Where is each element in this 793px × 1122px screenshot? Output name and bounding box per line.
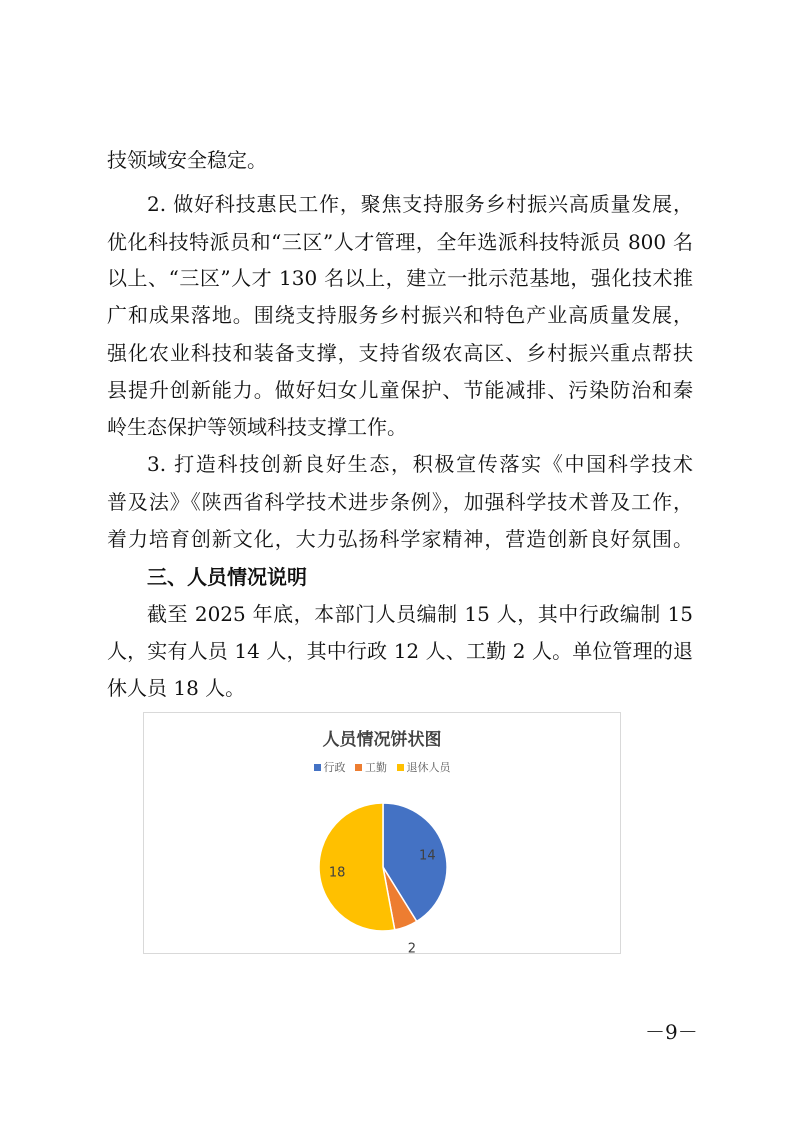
- page-number: －9－: [645, 1020, 698, 1044]
- paragraph-line: 2. 做好科技惠民工作，聚焦支持服务乡村振兴高质量发展，: [147, 192, 693, 216]
- paragraph-line: 以上、“三区”人才 130 名以上，建立一批示范基地，强化技术推: [107, 266, 693, 290]
- pie-svg: [144, 713, 620, 953]
- chart-title: 人员情况饼状图: [322, 730, 442, 750]
- pie-chart: [143, 712, 621, 954]
- legend-label-worker: 工勤: [365, 761, 387, 774]
- paragraph-line: 优化科技特派员和“三区”人才管理，全年选派科技特派员 800 名: [107, 230, 693, 254]
- paragraph-line: 3. 打造科技创新良好生态，积极宣传落实《中国科学技术: [147, 452, 693, 476]
- pie-label-admin: 14: [419, 848, 436, 864]
- legend-label-retired: 退休人员: [406, 761, 451, 774]
- legend-label-admin: 行政: [323, 761, 346, 774]
- paragraph-line: 强化农业科技和装备支撑，支持省级农高区、乡村振兴重点帮扶: [107, 341, 693, 365]
- section-heading: 三、人员情况说明: [147, 565, 307, 589]
- paragraph-line: 截至 2025 年底，本部门人员编制 15 人，其中行政编制 15: [147, 602, 693, 626]
- paragraph-line: 休人员 18 人。: [107, 676, 246, 700]
- paragraph-line: 广和成果落地。围绕支持服务乡村振兴和特色产业高质量发展，: [107, 303, 693, 327]
- pie-label-worker: 2: [407, 941, 417, 953]
- paragraph-line: 技领域安全稳定。: [107, 148, 267, 172]
- paragraph-line: 岭生态保护等领域科技支撑工作。: [107, 415, 407, 439]
- paragraph-line: 着力培育创新文化，大力弘扬科学家精神，营造创新良好氛围。: [107, 527, 693, 551]
- paragraph-line: 县提升创新能力。做好妇女儿童保护、节能减排、污染防治和秦: [107, 378, 693, 402]
- paragraph-line: 普及法》《陕西省科学技术进步条例》，加强科学技术普及工作，: [107, 490, 693, 514]
- pie-label-retired: 18: [328, 865, 346, 881]
- paragraph-line: 人，实有人员 14 人，其中行政 12 人、工勤 2 人。单位管理的退: [107, 639, 693, 663]
